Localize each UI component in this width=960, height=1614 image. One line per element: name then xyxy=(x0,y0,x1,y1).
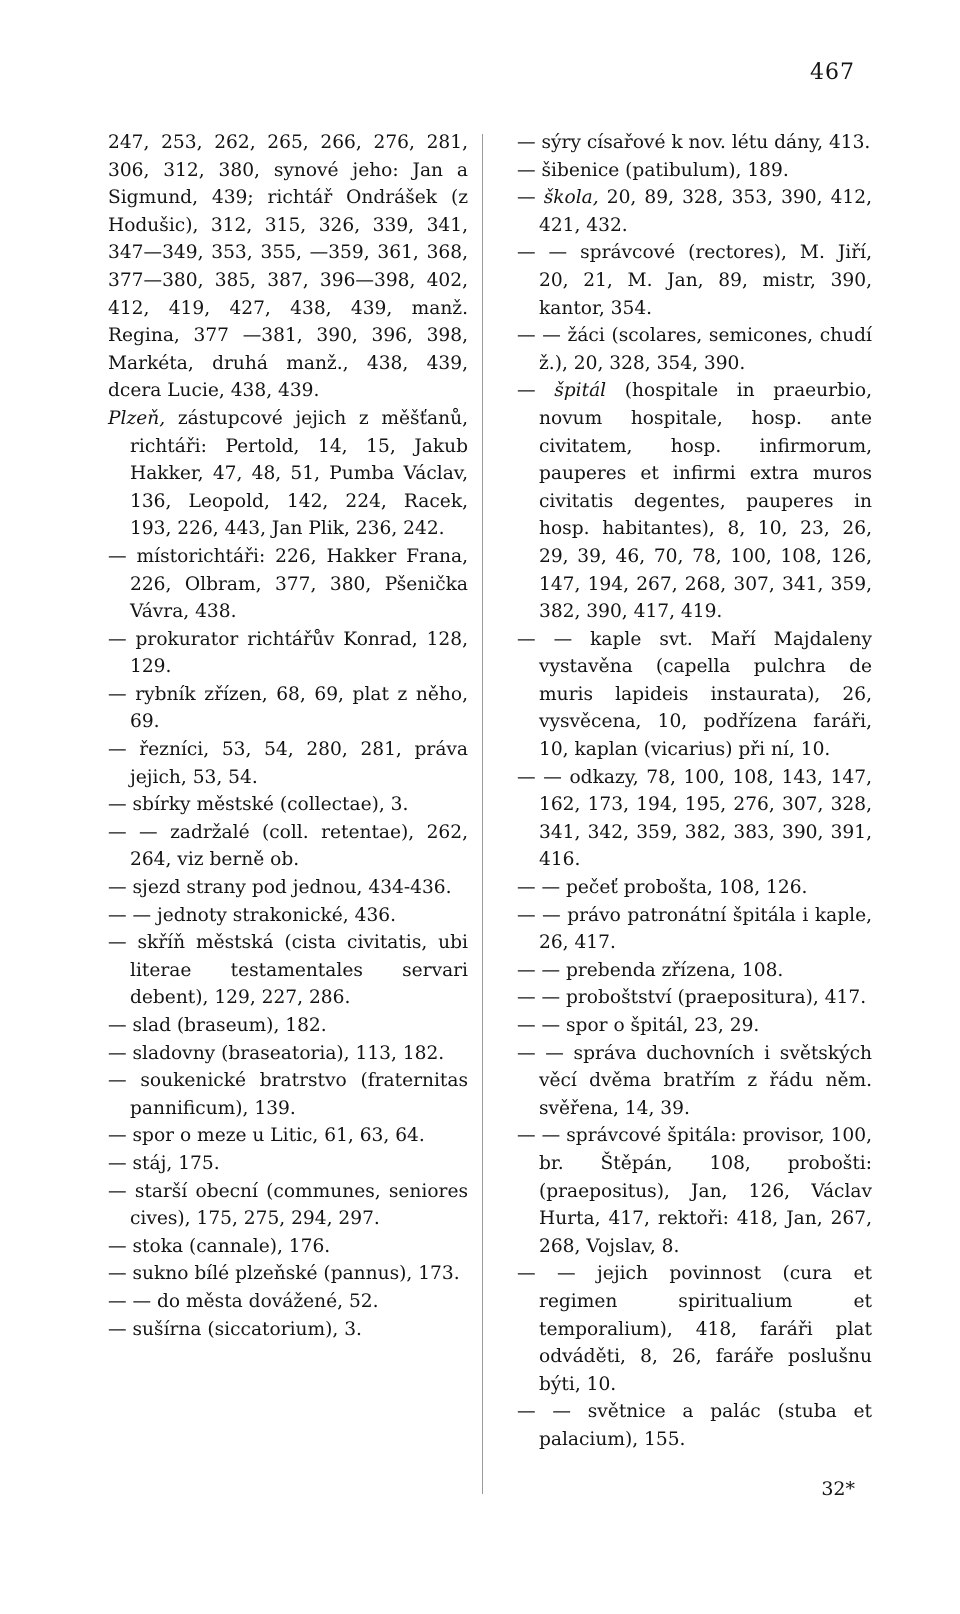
entry-dash: — — xyxy=(517,1042,574,1064)
entry-text: odkazy, 78, 100, 108, 143, 147, 162, 173, 194, 195, 276, 307, 328, 341, 342, 359, 382, 383, 390, 391, 416. xyxy=(539,766,872,871)
index-entry xyxy=(108,1122,468,1150)
entry-text: prokurator richtářův Konrad, 128, 129. xyxy=(130,628,468,678)
entry-text: žáci (scolares, semicones, chudí ž.), 20, 328, 354, 390. xyxy=(539,325,872,374)
entry-text: jejich povinnost (cura et regimen spiritualium et temporalium), 418, faráři plat odváděti, 8, 26, faráře poslušnu býti, 10. xyxy=(539,1263,872,1395)
entry-dash: — xyxy=(108,1042,133,1064)
index-entry xyxy=(108,736,468,791)
index-entry xyxy=(108,819,468,874)
signature-mark: 32* xyxy=(821,1478,855,1500)
entry-text: spor o meze u Litic, 61, 63, 64. xyxy=(132,1125,425,1147)
entry-dash: — — xyxy=(517,766,570,788)
page-number: 467 xyxy=(810,60,855,85)
entry-dash: — — xyxy=(517,904,568,926)
entry-text: jednoty strakonické, 436. xyxy=(157,904,397,926)
entry-dash: — xyxy=(108,545,137,567)
entry-text: do města dovážené, 52. xyxy=(157,1290,379,1312)
index-entry xyxy=(517,957,872,985)
index-entry xyxy=(517,377,872,625)
index-entry xyxy=(517,874,872,902)
entry-text: (hospitale in praeurbio, novum hospitale, hosp. ante civitatem, hosp. infirmorum, pauperes et infirmi extra muros civitatis degentes, pauperes in hosp. habitantes), 8, 10, 23, 26, 29, 39, 46, 70, 78, 100, 108, 126, 147, 194, 267, 268, 307, 341, 359, 382, 390, 417, 419. xyxy=(539,380,872,623)
index-entry xyxy=(517,239,872,322)
entry-text: slad (braseum), 182. xyxy=(132,1015,327,1036)
entry-keyword: Plzeň, xyxy=(108,407,166,429)
index-entry xyxy=(517,902,872,957)
column-divider xyxy=(482,134,483,1494)
entry-dash: — — xyxy=(517,1263,598,1285)
entry-dash: — xyxy=(517,159,542,181)
index-entry xyxy=(108,929,468,1012)
entry-dash: — — xyxy=(108,1290,158,1312)
entry-text: sukno bílé plzeňské (pannus), 173. xyxy=(132,1263,460,1285)
entry-dash: — xyxy=(108,794,133,816)
entry-dash: — — xyxy=(517,628,591,650)
entry-text: skříň městská (cista civitatis, ubi literae testamentales servari debent), 129, 227, 286. xyxy=(130,932,468,1009)
index-entry xyxy=(108,129,468,405)
entry-dash: — — xyxy=(108,821,171,843)
entry-dash: — xyxy=(108,1070,141,1092)
index-entry xyxy=(517,1398,872,1453)
entry-dash: — xyxy=(517,187,544,209)
entry-text: rybník zřízen, 68, 69, plat z něho, 69. xyxy=(130,683,468,733)
entry-dash: — — xyxy=(517,1401,588,1423)
entry-text: 20, 89, 328, 353, 390, 412, 421, 432. xyxy=(539,187,872,236)
entry-dash: — xyxy=(108,1263,133,1285)
entry-dash: — — xyxy=(517,987,567,1009)
entry-text: zástupcové jejich z měšťanů, richtáři: Pertold, 14, 15, Jakub Hakker, 47, 48, 51, Pumba Václav, 136, Leopold, 142, 224, Racek, 193, 226, 443, Jan Plik, 236, 242. xyxy=(130,407,468,540)
entry-dash: — xyxy=(108,1152,133,1174)
index-entry xyxy=(108,405,468,543)
entry-text: stoka (cannale), 176. xyxy=(132,1235,331,1257)
entry-dash: — xyxy=(108,877,133,899)
entry-text: sušírna (siccatorium), 3. xyxy=(132,1318,362,1340)
entry-dash: — xyxy=(108,1318,133,1340)
index-entry xyxy=(108,1012,468,1040)
entry-text: světnice a palác (stuba et palacium), 155. xyxy=(539,1401,872,1450)
index-entry xyxy=(517,129,872,157)
entry-dash: — — xyxy=(517,325,568,347)
index-entry xyxy=(108,543,468,626)
entry-dash: — xyxy=(108,628,136,650)
entry-dash: — — xyxy=(517,877,567,899)
index-entry xyxy=(517,764,872,874)
entry-dash: — xyxy=(108,739,140,761)
entry-text: pečeť probošta, 108, 126. xyxy=(566,877,808,899)
entry-dash: — — xyxy=(517,1015,567,1036)
entry-dash: — xyxy=(517,380,555,402)
index-entry xyxy=(517,1260,872,1398)
entry-text: spor o špitál, 23, 29. xyxy=(566,1015,760,1036)
entry-dash: — xyxy=(108,1235,133,1257)
entry-text: zadržalé (coll. retentae), 262, 264, viz berně ob. xyxy=(130,821,468,871)
entry-text: řezníci, 53, 54, 280, 281, práva jejich, 53, 54. xyxy=(130,739,468,788)
index-column-right xyxy=(517,129,872,1454)
entry-dash: — xyxy=(108,932,138,954)
entry-dash: — xyxy=(108,683,136,705)
entry-dash: — xyxy=(108,1015,133,1036)
entry-text: správa duchovních i světských věcí dvěma bratřím z řádu něm. svěřena, 14, 39. xyxy=(539,1042,872,1119)
entry-text: prebenda zřízena, 108. xyxy=(566,959,784,981)
entry-text: sjezd strany pod jednou, 434-436. xyxy=(132,877,452,899)
entry-text: šibenice (patibulum), 189. xyxy=(541,159,789,181)
index-entry xyxy=(108,1260,468,1288)
index-entry xyxy=(108,1233,468,1261)
index-entry xyxy=(108,1040,468,1068)
index-entry xyxy=(517,1040,872,1123)
entry-dash: — — xyxy=(517,1125,567,1147)
index-entry xyxy=(108,902,468,930)
entry-text: sladovny (braseatoria), 113, 182. xyxy=(132,1042,445,1064)
entry-text: sýry císařové k nov. létu dány, 413. xyxy=(541,132,871,153)
entry-text: 247, 253, 262, 265, 266, 276, 281, 306, 312, 380, synové jeho: Jan a Sigmund, 439; richtář Ondrášek (z Hodušic), 312, 315, 326, 339, 341, 347—349, 353, 355, —359, 361, 368, 377—380, 385, 387, 396—398, 402, 412, 419, 427, 438, 439, manž. Regina, 377 —381, 390, 396, 398, Markéta, druhá manž., 438, 439, dcera Lucie, 438, 439. xyxy=(108,132,468,402)
entry-dash: — — xyxy=(108,904,158,926)
entry-keyword: škola, xyxy=(543,187,599,209)
entry-text: správcové (rectores), M. Jiří, 20, 21, M. Jan, 89, mistr, 390, kantor, 354. xyxy=(539,242,872,319)
index-column-left xyxy=(108,129,468,1343)
entry-text: kaple svt. Maří Majdaleny vystavěna (capella pulchra de muris lapideis instaurata), 26, vysvěcena, 10, podřízena faráři, 10, kaplan (vicarius) při ní, 10. xyxy=(539,628,872,761)
index-entry xyxy=(108,1178,468,1233)
entry-text: sbírky městské (collectae), 3. xyxy=(132,794,409,816)
entry-text: proboštství (praepositura), 417. xyxy=(566,987,867,1009)
index-entry xyxy=(517,1012,872,1040)
index-entry xyxy=(517,157,872,185)
index-entry xyxy=(517,184,872,239)
index-entry xyxy=(108,1288,468,1316)
entry-dash: — — xyxy=(517,959,567,981)
index-entry xyxy=(517,1122,872,1260)
index-entry xyxy=(108,626,468,681)
entry-keyword: špitál xyxy=(554,380,607,402)
index-entry xyxy=(108,681,468,736)
index-entry xyxy=(108,874,468,902)
entry-text: místorichtáři: 226, Hakker Frana, 226, Olbram, 377, 380, Pšenička Vávra, 438. xyxy=(130,545,469,623)
index-entry xyxy=(517,984,872,1012)
index-entry xyxy=(108,791,468,819)
index-entry xyxy=(517,626,872,764)
entry-text: správcové špitála: provisor, 100, br. Štěpán, 108, probošti: (praepositus), Jan, 126, Václav Hurta, 417, rektoři: 418, Jan, 267, 268, Vojslav, 8. xyxy=(539,1125,872,1257)
entry-dash: — xyxy=(108,1180,135,1202)
index-entry xyxy=(517,322,872,377)
entry-text: stáj, 175. xyxy=(132,1152,220,1174)
index-entry xyxy=(108,1150,468,1178)
entry-text: soukenické bratrstvo (fraternitas pannificum), 139. xyxy=(130,1070,468,1119)
entry-dash: — — xyxy=(517,242,581,264)
entry-text: starší obecní (communes, seniores cives), 175, 275, 294, 297. xyxy=(130,1180,468,1230)
entry-dash: — xyxy=(108,1125,133,1147)
entry-dash: — xyxy=(517,132,542,153)
entry-text: právo patronátní špitála i kaple, 26, 417. xyxy=(539,904,872,954)
index-entry xyxy=(108,1316,468,1344)
index-entry xyxy=(108,1067,468,1122)
